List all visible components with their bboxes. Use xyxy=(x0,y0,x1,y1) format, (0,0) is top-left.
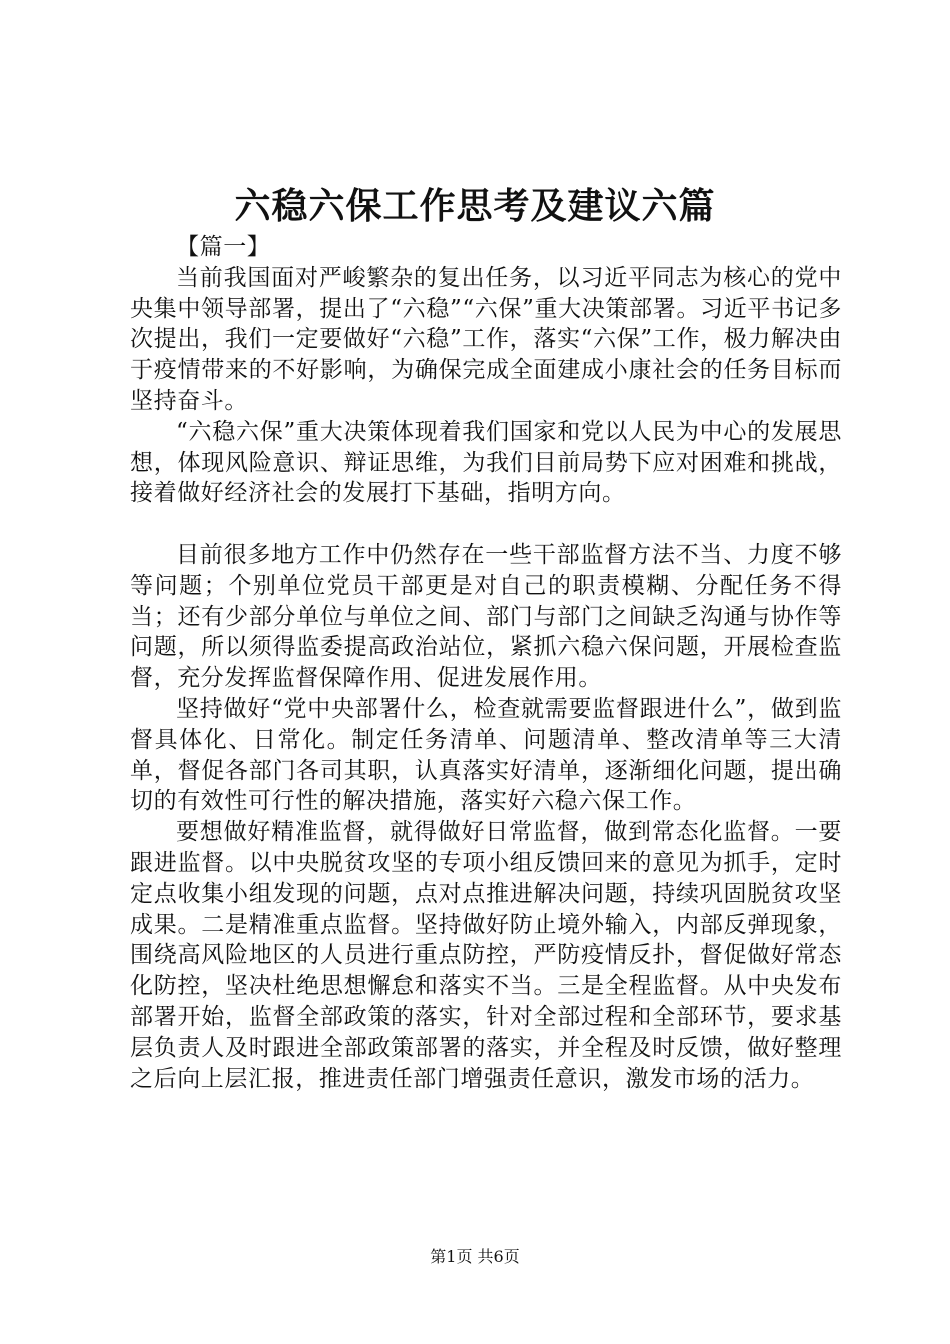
paragraph-2: “六稳六保”重大决策体现着我们国家和党以人民为中心的发展思想，体现风险意识、辩证思维，为我们目前局势下应对困难和挑战，接着做好经济社会的发展打下基础，指明方向。 xyxy=(130,418,842,507)
paragraph-1: 当前我国面对严峻繁杂的复出任务，以习近平同志为核心的党中央集中领导部署，提出了“六稳”“六保”重大决策部署。习近平书记多次提出，我们一定要做好“六稳”工作，落实“六保”工作，极力解决由于疫情带来的不好影响，为确保完成全面建成小康社会的任务目标而坚持奋斗。 xyxy=(130,264,842,414)
paragraph-3: 目前很多地方工作中仍然存在一些干部监督方法不当、力度不够等问题；个别单位党员干部更是对自己的职责模糊、分配任务不得当；还有少部分单位与单位之间、部门与部门之间缺乏沟通与协作等问题，所以须得监委提高政治站位，紧抓六稳六保问题，开展检查监督，充分发挥监督保障作用、促进发展作用。 xyxy=(130,541,842,692)
section-heading: 【篇一】 xyxy=(176,234,271,260)
paragraph-5: 要想做好精准监督，就得做好日常监督，做到常态化监督。一要跟进监督。以中央脱贫攻坚的专项小组反馈回来的意见为抓手，定时定点收集小组发现的问题，点对点推进解决问题，持续巩固脱贫攻坚成果。二是精准重点监督。坚持做好防止境外输入，内部反弹现象，围绕高风险地区的人员进行重点防控，严防疫情反扑，督促做好常态化防控，坚决杜绝思想懈怠和落实不当。三是全程监督。从中央发布部署开始，监督全部政策的落实，针对全部过程和全部环节，要求基层负责人及时跟进全部政策部署的落实，并全程及时反馈，做好整理之后向上层汇报，推进责任部门增强责任意识，激发市场的活力。 xyxy=(130,819,842,1092)
document-body xyxy=(130,232,842,1094)
paragraph-4: 坚持做好“党中央部署什么，检查就需要监督跟进什么”，做到监督具体化、日常化。制定任务清单、问题清单、整改清单等三大清单，督促各部门各司其职，认真落实好清单，逐渐细化问题，提出确切的有效性可行性的解决措施，落实好六稳六保工作。 xyxy=(130,695,842,815)
paragraph-spacer xyxy=(130,509,842,540)
document-title: 六稳六保工作思考及建议六篇 xyxy=(234,185,716,227)
page-number-footer: 第1页 共6页 xyxy=(430,1247,520,1266)
